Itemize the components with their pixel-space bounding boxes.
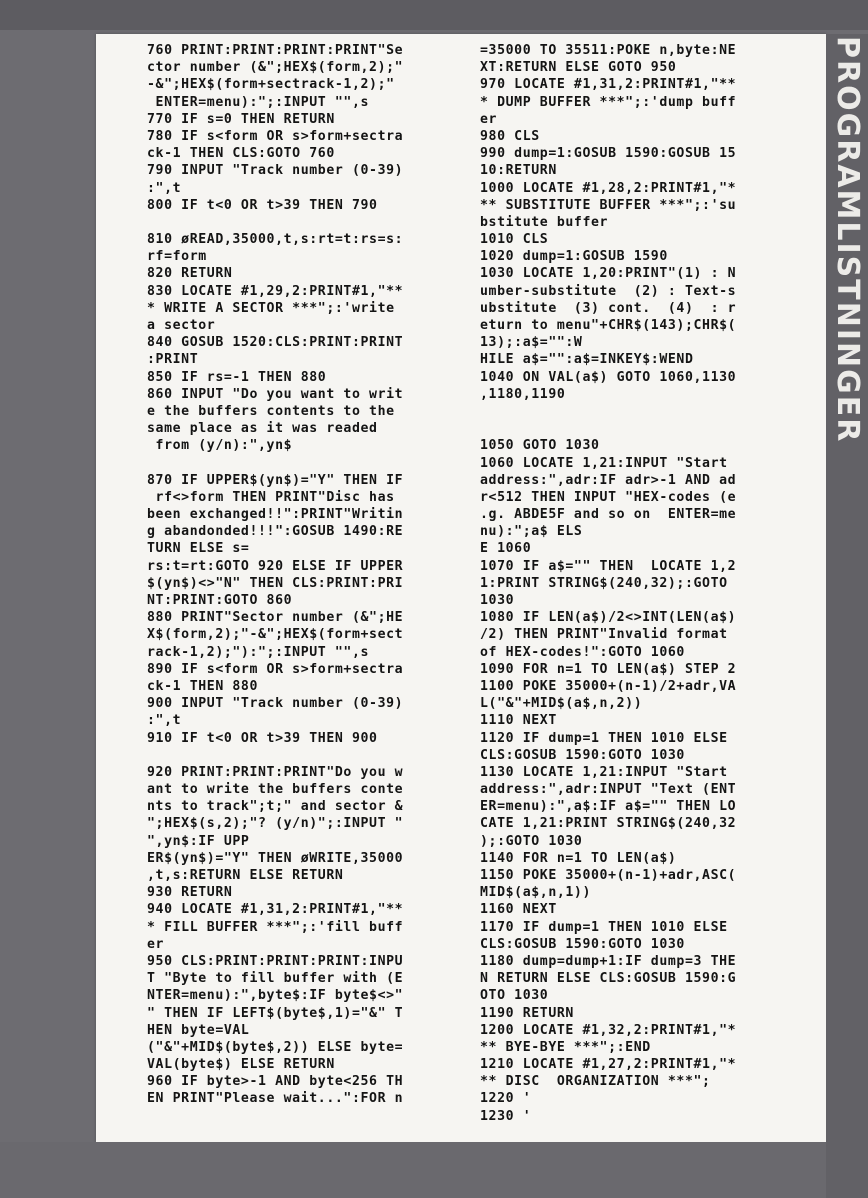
code-line: 850 IF rs=-1 THEN 880 bbox=[147, 369, 327, 385]
code-line: );:GOTO 1030 bbox=[480, 833, 583, 849]
code-line: ** DISC ORGANIZATION ***"; bbox=[480, 1074, 711, 1090]
code-line: 1000 LOCATE #1,28,2:PRINT#1,"* bbox=[480, 180, 737, 196]
code-line: er bbox=[147, 936, 165, 952]
code-line: 1100 POKE 35000+(n-1)/2+adr,VA bbox=[480, 678, 737, 694]
code-line: =35000 TO 35511:POKE n,byte:NE bbox=[480, 43, 737, 58]
code-line: 1130 LOCATE 1,21:INPUT "Start bbox=[480, 764, 728, 780]
code-line: 1070 IF a$="" THEN LOCATE 1,2 bbox=[480, 558, 737, 574]
code-line: 950 CLS:PRINT:PRINT:PRINT:INPU bbox=[147, 953, 404, 969]
top-background-band bbox=[0, 0, 868, 30]
code-line: :PRINT bbox=[147, 352, 199, 368]
code-line: umber-substitute (2) : Text-s bbox=[480, 283, 737, 299]
code-line: 790 INPUT "Track number (0-39) bbox=[147, 163, 404, 179]
code-line: rs:t=rt:GOTO 920 ELSE IF UPPER bbox=[147, 558, 404, 574]
code-line: TURN ELSE s= bbox=[147, 541, 250, 557]
code-line bbox=[480, 403, 810, 420]
code-line: .g. ABDE5F and so on ENTER=me bbox=[480, 507, 737, 523]
code-line: NT:PRINT:GOTO 860 bbox=[147, 593, 293, 608]
code-line: :",t bbox=[147, 713, 182, 729]
code-line: 760 PRINT:PRINT:PRINT:PRINT"Se bbox=[147, 43, 404, 58]
code-line bbox=[480, 420, 810, 437]
code-line: 960 IF byte>-1 AND byte<256 TH bbox=[147, 1074, 404, 1090]
code-line: 1030 bbox=[480, 593, 515, 608]
code-line: ck-1 THEN CLS:GOTO 760 bbox=[147, 146, 335, 162]
code-line: 920 PRINT:PRINT:PRINT"Do you w bbox=[147, 764, 404, 780]
code-line: rack-1,2);"):";:INPUT "",s bbox=[147, 644, 370, 660]
code-line: 980 CLS bbox=[480, 128, 540, 144]
code-line: 1120 IF dump=1 THEN 1010 ELSE bbox=[480, 730, 728, 746]
code-line: 800 IF t<0 OR t>39 THEN 790 bbox=[147, 197, 378, 213]
code-line: 1090 FOR n=1 TO LEN(a$) STEP 2 bbox=[480, 661, 737, 677]
code-line: rf<>form THEN PRINT"Disc has bbox=[147, 489, 395, 505]
code-line: 880 PRINT"Sector number (&";HE bbox=[147, 610, 404, 626]
code-line: 1190 RETURN bbox=[480, 1005, 574, 1021]
code-line: ,t,s:RETURN ELSE RETURN bbox=[147, 868, 344, 883]
code-line: er bbox=[480, 111, 498, 127]
code-line: ** SUBSTITUTE BUFFER ***";:'su bbox=[480, 197, 737, 213]
code-line: X$(form,2);"-&";HEX$(form+sect bbox=[147, 627, 404, 643]
code-line: 970 LOCATE #1,31,2:PRINT#1,"** bbox=[480, 77, 737, 93]
code-line: /2) THEN PRINT"Invalid format bbox=[480, 627, 728, 643]
code-line: 830 LOCATE #1,29,2:PRINT#1,"** bbox=[147, 283, 404, 299]
code-line: address:",adr:INPUT "Text (ENT bbox=[480, 782, 737, 798]
code-line: L("&"+MID$(a$,n,2)) bbox=[480, 696, 643, 712]
code-line: CATE 1,21:PRINT STRING$(240,32 bbox=[480, 816, 737, 832]
code-line: g abandonded!!!":GOSUB 1490:RE bbox=[147, 524, 404, 540]
code-line: ",yn$:IF UPP bbox=[147, 833, 250, 849]
code-line: nu):";a$ ELS bbox=[480, 524, 583, 540]
code-line: 10:RETURN bbox=[480, 163, 557, 179]
code-line bbox=[147, 747, 477, 764]
code-line: 1220 ' bbox=[480, 1091, 532, 1107]
code-line: XT:RETURN ELSE GOTO 950 bbox=[480, 60, 677, 76]
code-line: -&";HEX$(form+sectrack-1,2);" bbox=[147, 77, 395, 93]
code-line: ctor number (&";HEX$(form,2);" bbox=[147, 60, 404, 76]
code-line: NTER=menu):",byte$:IF byte$<>" bbox=[147, 988, 404, 1004]
code-line: * DUMP BUFFER ***";:'dump buff bbox=[480, 94, 737, 110]
listing-column-left bbox=[147, 42, 477, 1108]
code-line: same place as it was readed bbox=[147, 421, 378, 437]
code-line: ("&"+MID$(byte$,2)) ELSE byte= bbox=[147, 1039, 404, 1055]
code-line: e the buffers contents to the bbox=[147, 403, 395, 419]
code-line: been exchanged!!":PRINT"Writin bbox=[147, 507, 404, 523]
code-line: ";HEX$(s,2);"? (y/n)";:INPUT " bbox=[147, 816, 404, 832]
code-line: 1230 ' bbox=[480, 1108, 532, 1124]
bottom-background-band bbox=[0, 1142, 826, 1198]
code-line: $(yn$)<>"N" THEN CLS:PRINT:PRI bbox=[147, 575, 404, 591]
code-line: * WRITE A SECTOR ***";:'write bbox=[147, 300, 395, 316]
code-line: 990 dump=1:GOSUB 1590:GOSUB 15 bbox=[480, 146, 737, 162]
code-line: of HEX-codes!":GOTO 1060 bbox=[480, 644, 685, 660]
code-line: address:",adr:IF adr>-1 AND ad bbox=[480, 472, 737, 488]
code-line bbox=[147, 214, 477, 231]
code-line: 1060 LOCATE 1,21:INPUT "Start bbox=[480, 455, 728, 471]
code-line: 860 INPUT "Do you want to writ bbox=[147, 386, 404, 402]
code-line: OTO 1030 bbox=[480, 988, 549, 1004]
code-line: 870 IF UPPER$(yn$)="Y" THEN IF bbox=[147, 472, 404, 488]
code-line: 1150 POKE 35000+(n-1)+adr,ASC( bbox=[480, 868, 737, 883]
code-line: 1180 dump=dump+1:IF dump=3 THE bbox=[480, 953, 737, 969]
code-line: ER=menu):",a$:IF a$="" THEN LO bbox=[480, 799, 737, 815]
code-line: 1140 FOR n=1 TO LEN(a$) bbox=[480, 850, 677, 866]
code-line: 1160 NEXT bbox=[480, 902, 557, 918]
code-line: 1210 LOCATE #1,27,2:PRINT#1,"* bbox=[480, 1057, 737, 1073]
code-line: 1020 dump=1:GOSUB 1590 bbox=[480, 249, 668, 265]
code-line: ,1180,1190 bbox=[480, 386, 566, 402]
code-line: 13);:a$="":W bbox=[480, 335, 583, 351]
code-line: 1170 IF dump=1 THEN 1010 ELSE bbox=[480, 919, 728, 935]
code-line: ant to write the buffers conte bbox=[147, 782, 404, 798]
code-line: N RETURN ELSE CLS:GOSUB 1590:G bbox=[480, 971, 737, 987]
code-line: EN PRINT"Please wait...":FOR n bbox=[147, 1091, 404, 1107]
code-line: ** BYE-BYE ***";:END bbox=[480, 1039, 651, 1055]
code-line: 1030 LOCATE 1,20:PRINT"(1) : N bbox=[480, 266, 737, 282]
code-line: 1110 NEXT bbox=[480, 713, 557, 729]
code-line: 820 RETURN bbox=[147, 266, 233, 282]
code-line: HILE a$="":a$=INKEY$:WEND bbox=[480, 352, 694, 368]
listing-column-right bbox=[480, 42, 810, 1125]
code-line: 910 IF t<0 OR t>39 THEN 900 bbox=[147, 730, 378, 746]
code-line: :",t bbox=[147, 180, 182, 196]
code-line: CLS:GOSUB 1590:GOTO 1030 bbox=[480, 936, 685, 952]
code-line: * FILL BUFFER ***";:'fill buff bbox=[147, 919, 404, 935]
code-line: 810 øREAD,35000,t,s:rt=t:rs=s: bbox=[147, 232, 404, 248]
code-line: E 1060 bbox=[480, 541, 532, 557]
code-line: CLS:GOSUB 1590:GOTO 1030 bbox=[480, 747, 685, 763]
code-line: 1050 GOTO 1030 bbox=[480, 438, 600, 454]
code-line: a sector bbox=[147, 318, 216, 333]
code-line: 930 RETURN bbox=[147, 885, 233, 901]
section-title-vertical: PROGRAMLISTNINGER bbox=[830, 36, 865, 444]
code-line: " THEN IF LEFT$(byte$,1)="&" T bbox=[147, 1005, 404, 1021]
code-line: T "Byte to fill buffer with (E bbox=[147, 971, 404, 987]
code-line: MID$(a$,n,1)) bbox=[480, 885, 592, 901]
code-line: VAL(byte$) ELSE RETURN bbox=[147, 1057, 335, 1073]
code-line: ER$(yn$)="Y" THEN øWRITE,35000 bbox=[147, 850, 404, 866]
code-line: bstitute buffer bbox=[480, 214, 609, 230]
code-line: 900 INPUT "Track number (0-39) bbox=[147, 696, 404, 712]
code-line: 840 GOSUB 1520:CLS:PRINT:PRINT bbox=[147, 335, 404, 351]
code-line: 770 IF s=0 THEN RETURN bbox=[147, 111, 335, 127]
code-line: eturn to menu"+CHR$(143);CHR$( bbox=[480, 318, 737, 333]
code-line bbox=[147, 455, 477, 472]
code-line: HEN byte=VAL bbox=[147, 1022, 250, 1038]
code-line: 1:PRINT STRING$(240,32);:GOTO bbox=[480, 575, 728, 591]
code-line: ENTER=menu):";:INPUT "",s bbox=[147, 94, 370, 110]
code-line: 1040 ON VAL(a$) GOTO 1060,1130 bbox=[480, 369, 737, 385]
code-line: ubstitute (3) cont. (4) : r bbox=[480, 300, 737, 316]
code-line: 1010 CLS bbox=[480, 232, 549, 248]
code-line: r<512 THEN INPUT "HEX-codes (e bbox=[480, 489, 737, 505]
code-line: nts to track";t;" and sector & bbox=[147, 799, 404, 815]
code-line: from (y/n):",yn$ bbox=[147, 438, 293, 454]
code-line: ck-1 THEN 880 bbox=[147, 678, 259, 694]
code-line: 940 LOCATE #1,31,2:PRINT#1,"** bbox=[147, 902, 404, 918]
code-line: 890 IF s<form OR s>form+sectra bbox=[147, 661, 404, 677]
code-line: 1200 LOCATE #1,32,2:PRINT#1,"* bbox=[480, 1022, 737, 1038]
code-line: 1080 IF LEN(a$)/2<>INT(LEN(a$) bbox=[480, 610, 737, 626]
code-line: rf=form bbox=[147, 249, 207, 265]
code-line: 780 IF s<form OR s>form+sectra bbox=[147, 128, 404, 144]
